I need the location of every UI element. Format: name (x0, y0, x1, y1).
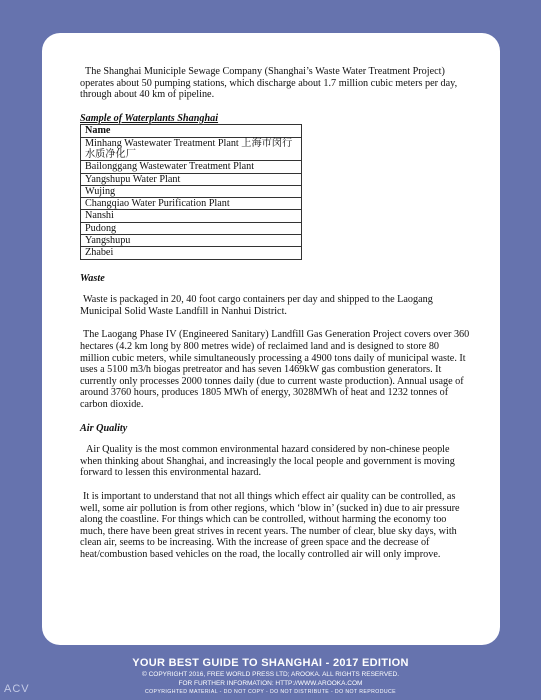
footer-title: YOUR BEST GUIDE TO SHANGHAI - 2017 EDITION (132, 657, 409, 669)
waterplants-table (80, 124, 302, 259)
waste-paragraph-2: The Laogang Phase IV (Engineered Sanitary) Landfill Gas Generation Project covers over 360 hectares (4.2 km long by 800 metres wide) of reclaimed land and is designed to store 80 million cubic meters, while simultaneously processing a 4900 tons daily of municipal waste. It uses a 5100 m3/h biogas pretreator and has seven 1469kW gas combustion generators. It currently only processes 2000 tonnes daily (due to current waste production). Annual usage of around 3760 hours, produces 1805 MWh of energy, 3028MWh of heat and 1232 tonnes of carbon dioxide. (80, 329, 470, 410)
table-row: Bailonggang Wastewater Treatment Plant (81, 161, 302, 173)
table-row: Zhabei (81, 247, 302, 259)
air-paragraph-2: It is important to understand that not all things which effect air quality can be controlled, as well, some air pollution is from other regions, which ‘blow in’ (sucked in) due to air pressure along the coastline. For things which can be controlled, without harming the economy too much, there have been great strives in recent years. The number of clear, blue sky days, with clean air, seems to be increasing. With the increase of green space and the decrease of heat/combustion based vehicles on the road, the locally controlled air will only improve. (80, 490, 460, 560)
table-header: Name (81, 125, 302, 137)
waste-heading: Waste (80, 272, 105, 284)
table-row: Yangshupu Water Plant (81, 173, 302, 185)
table-row: Wujing (81, 185, 302, 197)
table-row: Changqiao Water Purification Plant (81, 198, 302, 210)
air-paragraph-1: Air Quality is the most common environmental hazard considered by non-chinese people when thinking about Shanghai, and increasingly the local people and government is moving forward to lessen this environmental hazard. (80, 444, 455, 479)
table-row: Nanshi (81, 210, 302, 222)
intro-paragraph: The Shanghai Municiple Sewage Company (Shanghai’s Waste Water Treatment Project) operates about 50 pumping stations, which discharge about 1.7 million cubic meters per day, through about 40 km of pipeline. (80, 66, 458, 101)
watermark: ACV (4, 683, 30, 695)
air-quality-heading: Air Quality (80, 422, 128, 434)
waste-paragraph-1: Waste is packaged in 20, 40 foot cargo containers per day and shipped to the Laogang Municipal Solid Waste Landfill in Nanhui District. (80, 294, 433, 317)
table-row: Pudong (81, 222, 302, 234)
table-row: Minhang Wastewater Treatment Plant 上海市闵行水质净化厂 (81, 137, 302, 161)
footer-notice: COPYRIGHTED MATERIAL - DO NOT COPY - DO NOT DISTRIBUTE - DO NOT REPRODUCE (144, 689, 397, 695)
footer-copyright: © COPYRIGHT 2016, FREE WORLD PRESS LTD; AROOKA. ALL RIGHTS RESERVED. (141, 671, 400, 678)
table-title: Sample of Waterplants Shanghai (80, 112, 219, 124)
table-row: Yangshupu (81, 235, 302, 247)
page-content (80, 66, 470, 573)
footer-info-link[interactable]: FOR FURTHER INFORMATION: HTTP://WWW.AROOKA.COM (178, 680, 363, 687)
